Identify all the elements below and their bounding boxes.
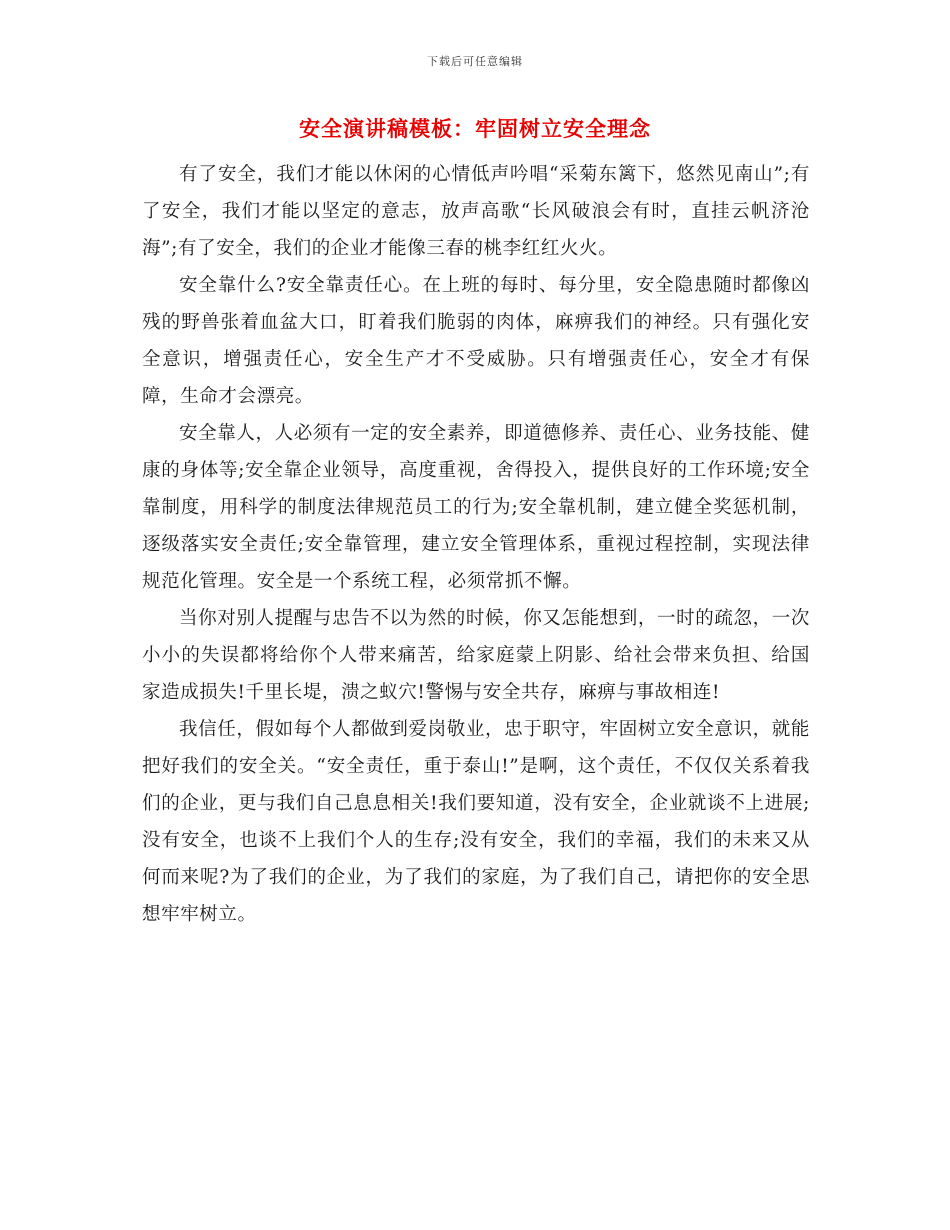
document-body bbox=[142, 156, 810, 933]
paragraph: 我信任，假如每个人都做到爱岗敬业，忠于职守，牢固树立安全意识，就能把好我们的安全关。“安全责任，重于泰山!”是啊，这个责任，不仅仅关系着我们的企业，更与我们自己息息相关!我们要知道，没有安全，企业就谈不上进展;没有安全，也谈不上我们个人的生存;没有安全，我们的幸福，我们的未来又从何而来呢?为了我们的企业，为了我们的家庭，为了我们自己，请把你的安全思想牢牢树立。 bbox=[142, 719, 810, 925]
page-header-note: 下载后可任意编辑 bbox=[427, 55, 523, 68]
paragraph: 安全靠什么?安全靠责任心。在上班的每时、每分里，安全隐患随时都像凶残的野兽张着血盆大口，盯着我们脆弱的肉体，麻痹我们的神经。只有强化安全意识，增强责任心，安全生产才不受威胁。只有增强责任心，安全才有保障，生命才会漂亮。 bbox=[142, 275, 810, 407]
paragraph: 当你对别人提醒与忠告不以为然的时候，你又怎能想到，一时的疏忽，一次小小的失误都将给你个人带来痛苦，给家庭蒙上阴影、给社会带来负担、给国家造成损失!千里长堤，溃之蚁穴!警惕与安全共存，麻痹与事故相连! bbox=[142, 608, 810, 703]
paragraph: 安全靠人，人必须有一定的安全素养，即道德修养、责任心、业务技能、健康的身体等;安全靠企业领导，高度重视，舍得投入，提供良好的工作环境;安全靠制度，用科学的制度法律规范员工的行为;安全靠机制，建立健全奖惩机制，逐级落实安全责任;安全靠管理，建立安全管理体系，重视过程控制，实现法律规范化管理。安全是一个系统工程，必须常抓不懈。 bbox=[142, 423, 810, 592]
document-title: 安全演讲稿模板：牢固树立安全理念 bbox=[299, 116, 651, 141]
paragraph: 有了安全，我们才能以休闲的心情低声吟唱“采菊东篱下，悠然见南山”;有了安全，我们才能以坚定的意志，放声高歌“长风破浪会有时，直挂云帆济沧海”;有了安全，我们的企业才能像三春的桃李红红火火。 bbox=[142, 164, 810, 259]
